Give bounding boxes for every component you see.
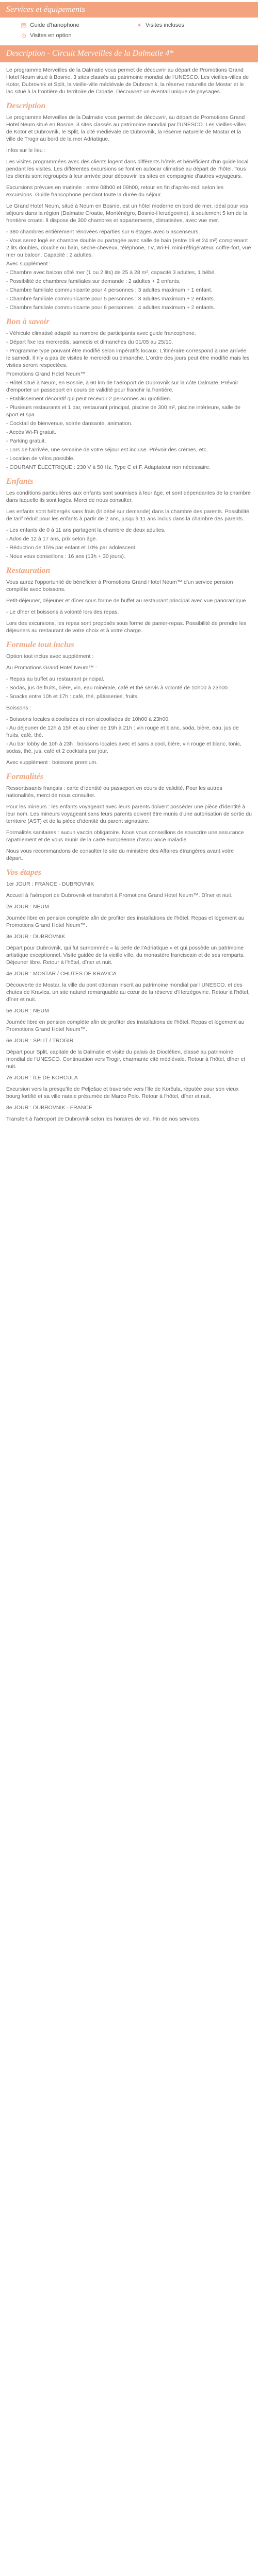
day-text: Transfert à l'aéroport de Dubrovnik selon les horaires de vol. Fin de nos services. <box>6 1115 201 1122</box>
list-item: Avec supplément : <box>6 260 51 267</box>
list-item: - Possibilité de chambres familiales sur demande : 2 adultes + 2 enfants. <box>6 278 181 284</box>
day-title: 7e JOUR : ÎLE DE KORCULA <box>6 1074 78 1081</box>
restauration-heading: Restauration <box>6 566 51 575</box>
description-paragraph: Excursions prévues en matinée : entre 08h00 et 09h00, retour en fin d'après-midi selon les excursions. Guide francophone pendant toute la durée du séjour. <box>6 184 224 198</box>
day-text: Découverte de Mostar, la ville du pont ottoman inscrit au patrimoine mondial par l'UNESCO, et des chutes de Kravica, un site naturel remarquable au cœur de la réserve d'Herzégovine. Retour à l'hôtel, dîner et nuit. <box>6 981 250 1003</box>
list-item: - Au bar lobby de 10h à 23h : boissons locales avec et sans alcool, bière, vin rouge et blanc, tonic, sodas, thé, jus, café et 2 cocktails par jour. <box>6 740 241 754</box>
restauration-paragraph: Vous aurez l'opportunité de bénéficier à Promotions Grand Hotel Neum™ d'un service pension complète avec boissons. <box>6 579 233 592</box>
formalites-paragraph: Pour les mineurs : les enfants voyageant avec leurs parents doivent posséder une pièce d'identité à leur nom. Les mineurs voyageant sans leurs parents doivent être munis d'une autorisation de sortie du territoire (AST) et de la pièce d'identité du parent signataire. <box>6 803 252 824</box>
formule-paragraph: Option tout inclus avec supplément : <box>6 653 94 659</box>
description-paragraph: Le programme Merveilles de la Dalmatie vous permet de découvrir, au départ de Promotions Grand Hotel Neum situé en Bosnie, 3 sites classés au patrimoine mondial par l'UNESCO. Les vieilles-villes de Kotor et Dubrovnik, le Split, la cité médiévale de Dubrovnik, la réserve naturelle de Mostar et la ville de Trogir au bord de la mer Adriatique. <box>6 114 246 142</box>
list-item: - Boissons locales alcoolisées et non alcoolisées de 10h00 à 23h00. <box>6 716 170 722</box>
formalites-paragraph: Ressortissants français : carte d'identité ou passeport en cours de validité. Pour les autres nationalités, merci de nous consulter. <box>6 785 222 799</box>
list-item: - Vous serez logé en chambre double ou partagée avec salle de bain (entre 19 et 24 m²) comprenant 2 lits doubles, douche ou bain, sèche-cheveux, téléphone, TV, Wi-Fi, mini-réfrigérateur, coffre-fort, vue mer ou balcon. Capacité : 2 adultes. <box>6 237 251 258</box>
formule-paragraph: Avec supplément : boissons premium. <box>6 759 98 766</box>
description-banner: Description - Circuit Merveilles de la Dalmatie 4* <box>0 45 258 62</box>
itinerary-day <box>6 933 252 966</box>
intro-paragraph: Le programme Merveilles de la Dalmatie vous permet de découvrir au départ de Promotions Grand Hotel Neum situé à Bosnie, 3 sites classés au patrimoine mondial de l'UNESCO. Les vieilles-villes de Kotor, Dubrovnik et Split, la vieille-ville médiévale de Dubrovnik, la réserve naturelle de Mostar et le lac situé à la frontière du territoire de Croatie. Découvrez un éventail unique de paysages. <box>6 66 249 95</box>
day-text: Journée libre en pension complète afin de profiter des installations de l'hôtel. Repas et logement au Promotions Grand Hotel Neum™. <box>6 1019 245 1032</box>
list-item: - Les enfants de 0 à 11 ans partagent la chambre de deux adultes. <box>6 527 166 533</box>
day-title: 3e JOUR : DUBROVNIK <box>6 933 66 940</box>
day-title: 1er JOUR : FRANCE - DUBROVNIK <box>6 880 94 887</box>
services-banner: Services et équipements <box>0 2 258 18</box>
itinerary-day <box>6 1037 252 1070</box>
map-pin-icon: ⊙ <box>21 32 27 39</box>
link-label: Guide d'hanophone <box>30 22 79 28</box>
itinerary-day <box>6 903 252 929</box>
day-title: 5e JOUR : NEUM <box>6 1007 49 1014</box>
list-item: - COURANT ÉLECTRIQUE : 230 V à 50 Hz. Type C et F. Adaptateur non nécessaire. <box>6 464 211 470</box>
service-links <box>0 21 258 44</box>
itinerary-day <box>6 1074 252 1100</box>
list-item: - Repas au buffet au restaurant principal. <box>6 675 105 682</box>
day-title: 4e JOUR : MOSTAR / CHUTES DE KRAVICA <box>6 970 117 977</box>
list-item: - Départ fixe les mercredis, samedis et dimanches du 01/05 au 25/10. <box>6 338 173 345</box>
day-title: 6e JOUR : SPLIT / TROGIR <box>6 1037 74 1044</box>
list-item: - Nous vous conseillons : 16 ans (13h + 30 jours). <box>6 553 125 560</box>
description-paragraph: Les visites programmées avec des clients logent dans différents hôtels et bénéficient d'un guide local pendant les visites. Les différentes excursions se font en autocar climatisé au départ de l'hôtel. Tous les clients sont regroupés à leur arrivée pour découvrir les sites en compagnie d'autres voyageurs. <box>6 158 249 179</box>
list-item: - Chambre familiale communicante pour 5 personnes : 3 adultes maximum + 2 enfants. <box>6 295 215 302</box>
day-title: 2e JOUR : NEUM <box>6 903 49 910</box>
restauration-paragraph: - Le dîner et boissons à volonté lors des repas. <box>6 608 119 615</box>
link-label: Visites en option <box>30 32 72 39</box>
enfants-paragraph: Les conditions particulières aux enfants sont soumises à leur âge, et sont dépendantes de la chambre dans laquelle ils sont logés. Merci de nous consulter. <box>6 489 251 503</box>
list-item: - Au déjeuner de 12h à 15h et au dîner de 19h à 21h : vin rouge et blanc, soda, bière, eau, jus de fruits, café, thé. <box>6 724 239 738</box>
bon-savoir-heading: Bon à savoir <box>6 317 50 326</box>
formule-paragraph: Boissons : <box>6 704 31 711</box>
day-text: Départ pour Split, capitale de la Dalmatie et visite du palais de Dioclétien, classé au patrimoine mondial de l'UNESCO. Continuation vers Trogir, charmante cité médiévale. Retour à l'hôtel, dîner et nuit. <box>6 1048 246 1070</box>
list-item: - Accès Wi-Fi gratuit. <box>6 429 56 435</box>
list-item: - Programme type pouvant être modifié selon impératifs locaux. L'itinéraire correspond à une arrivée le samedi. Il n'y a pas de visites le mercredi ou dimanche. L'ordre des jours peut être modifié mais les visites seront respectées. <box>6 347 250 368</box>
list-item: - Chambre avec balcon côté mer (1 ou 2 lits) de 25 à 28 m², capacité 3 adultes, 1 bébé. <box>6 269 216 276</box>
description-heading: Description <box>6 101 46 110</box>
list-item: - Établissement décoratif qui peut recevoir 2 personnes au quotidien. <box>6 395 171 402</box>
restauration-paragraph: Petit-déjeuner, déjeuner et dîner sous forme de buffet au restaurant principal avec vue panoramique. <box>6 597 248 604</box>
link-label: Visites incluses <box>146 22 184 28</box>
logement-list <box>6 228 252 311</box>
main-content <box>0 66 258 1123</box>
formalites-paragraph: Nous vous recommandons de consulter le site du ministère des Affaires étrangères avant votre départ. <box>6 848 234 861</box>
enfants-paragraph: Les enfants sont hébergés sans frais (lit bébé sur demande) dans la chambre des parents. Possibilité de tarif réduit pour les enfants à partir de 2 ans, jusqu'à 11 ans inclus dans la chambre des parents. <box>6 508 250 522</box>
formule-list <box>6 675 252 700</box>
list-item: - Plusieurs restaurants et 1 bar, restaurant principal, piscine de 300 m², piscine intérieure, salle de sport et spa. <box>6 404 241 418</box>
list-item: - Location de vélos possible. <box>6 455 75 462</box>
restauration-paragraph: Lors des excursions, les repas sont proposés sous forme de panier-repas. Possibilité de prendre les déjeuners au restaurant de votre choix et à votre charge. <box>6 620 247 634</box>
list-item: - 380 chambres entièrement rénovées réparties sur 6 étages avec 5 ascenseurs. <box>6 228 200 235</box>
list-item: - Chambre familiale communicante pour 6 personnes : 4 adultes maximum + 2 enfants. <box>6 304 215 311</box>
ticket-icon: ✦ <box>136 22 142 29</box>
formule-heading: Formule tout inclus <box>6 640 74 649</box>
book-icon: ▤ <box>21 22 27 29</box>
itinerary-day <box>6 880 252 899</box>
day-text: Accueil à l'aéroport de Dubrovnik et transfert à Promotions Grand Hotel Neum™. Dîner et nuit. <box>6 892 233 899</box>
list-item: - Lors de l'arrivée, une semaine de votre séjour est incluse. Prévoir des crèmes, etc. <box>6 446 208 453</box>
day-text: Journée libre en pension complète afin de profiter des installations de l'hôtel. Repas et logement au Promotions Grand Hotel Neum™. <box>6 914 245 928</box>
logement-paragraph: Le Grand Hotel Neum, situé à Neum en Bosnie, est un hôtel moderne en bord de mer, idéal pour vos séjours dans la région (Dalmatie Croatie, Monténégro, Bosnie-Herzégovine), à seulement 5 km de la frontière croate. Il dispose de 300 chambres et appartements, climatisées, avec vue mer. <box>6 202 248 224</box>
formule-paragraph: Au Promotions Grand Hotel Neum™ : <box>6 664 97 671</box>
list-item: - Hôtel situé à Neum, en Bosnie, à 60 km de l'aéroport de Dubrovnik sur la côte Dalmate. Prévoir d'emporter un passeport en cours de validité pour franchir la frontière. <box>6 379 238 393</box>
link-visites-option[interactable] <box>21 32 136 39</box>
link-guide-hanophone[interactable] <box>21 22 136 29</box>
list-item: - Véhicule climatisé adapté au nombre de participants avec guide francophone. <box>6 330 196 336</box>
list-item: - Chambre familiale communicante pour 4 personnes : 3 adultes maximum + 1 enfant. <box>6 286 213 293</box>
description-paragraph: Infos sur le lieu : <box>6 147 46 154</box>
itinerary-day <box>6 970 252 1003</box>
day-text: Excursion vers la presqu'île de Pelješac et traversée vers l'île de Korčula, réputée pour son vieux bourg fortifié et sa ville natale présumée de Marco Polo. Retour à l'hôtel, dîner et nuit. <box>6 1086 239 1099</box>
formalites-paragraph: Formalités sanitaires : aucun vaccin obligatoire. Nous vous conseillons de souscrire une assurance rapatriement et de vous munir de la carte européenne d'assurance maladie. <box>6 829 244 843</box>
enfants-heading: Enfants <box>6 477 34 486</box>
list-item: - Parking gratuit. <box>6 437 46 444</box>
day-text: Départ pour Dubrovnik, qui fut surnommée « la perle de l'Adriatique » et qui possède un patrimoine artistique exceptionnel. Visite guidée de la vieille ville, du monastère franciscain et de ses remparts. Déjeuner libre. Retour à l'hôtel, dîner et nuit. <box>6 944 245 965</box>
day-title: 8e JOUR : DUBROVNIK - FRANCE <box>6 1104 92 1111</box>
itinerary-day <box>6 1104 252 1123</box>
visites-heading: Vos étapes <box>6 868 41 877</box>
formule-list <box>6 716 252 755</box>
link-visites-incluses[interactable] <box>136 22 252 29</box>
list-item: - Ados de 12 à 17 ans, prix selon âge. <box>6 535 98 542</box>
formalites-heading: Formalités <box>6 772 44 781</box>
list-item: - Snacks entre 10h et 17h : café, thé, pâtisseries, fruits. <box>6 693 139 700</box>
list-item: - Cocktail de bienvenue, soirée dansante, animation. <box>6 420 133 427</box>
list-item: Promotions Grand Hotel Neum™ : <box>6 370 89 377</box>
itinerary-day <box>6 1007 252 1033</box>
list-item: - Réduction de 15% par enfant et 10% par adolescent. <box>6 544 137 551</box>
bon-savoir-list <box>6 330 252 471</box>
enfants-list <box>6 527 252 560</box>
list-item: - Sodas, jus de fruits, bière, vin, eau minérale, café et thé servis à volonté de 10h00 à 23h00. <box>6 684 229 691</box>
